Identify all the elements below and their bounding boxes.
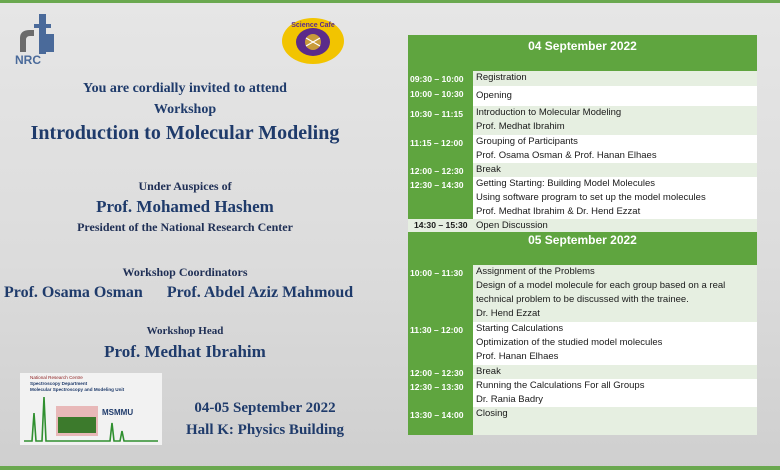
coordinator-name: Prof. Osama Osman [4, 284, 143, 301]
top-border [0, 0, 780, 3]
head-name: Prof. Medhat Ibrahim [104, 342, 266, 361]
table-row [408, 265, 757, 322]
session-text: Optimization of the studied model molecules [476, 337, 663, 348]
workshop-dates: 04-05 September 2022 [194, 400, 336, 416]
session-text: Break [476, 164, 501, 175]
session-time: 10:00 – 11:30 [408, 265, 473, 322]
table-row [408, 86, 757, 106]
day2-header: 05 September 2022 [408, 232, 757, 265]
bottom-border [0, 466, 780, 470]
session-text: Prof. Hanan Elhaes [476, 351, 559, 362]
session-text: Using software program to set up the model molecules [476, 192, 706, 203]
auspices-role: President of the National Research Center [77, 220, 293, 234]
session-time: 12:30 – 14:30 [408, 177, 473, 219]
session-time: 12:00 – 12:30 [408, 365, 473, 379]
session-text: Break [476, 366, 501, 377]
session-text: Introduction to Molecular Modeling [476, 107, 622, 118]
invitation-text: You are cordially invited to attend [83, 81, 287, 96]
session-text: Dr. Hend Ezzat [476, 308, 540, 319]
session-time: 12:00 – 12:30 [408, 163, 473, 177]
session-text: Design of a model molecule for each group based on a real [476, 280, 726, 291]
session-time: 12:30 – 13:30 [408, 379, 473, 407]
workshop-title: Introduction to Molecular Modeling [30, 122, 340, 144]
table-row [408, 407, 757, 435]
table-row [408, 177, 757, 219]
auspices-label: Under Auspices of [138, 179, 232, 193]
head-label: Workshop Head [146, 325, 224, 337]
table-row [408, 379, 757, 407]
coordinators [4, 284, 373, 302]
table-row [408, 322, 757, 365]
session-text: Prof. Medhat Ibrahim [476, 121, 565, 132]
session-text: Getting Starting: Building Model Molecules [476, 178, 656, 189]
session-text: Prof. Medhat Ibrahim & Dr. Hend Ezzat [476, 206, 641, 217]
table-row [408, 135, 757, 163]
svg-text:Molecular Spectroscopy and Mod: Molecular Spectroscopy and Modeling Unit [30, 387, 125, 392]
science-cafe-logo [280, 16, 346, 66]
session-text: Open Discussion [476, 220, 548, 231]
session-text: Running the Calculations For all Groups [476, 380, 645, 391]
table-row [408, 71, 757, 86]
auspices-name: Prof. Mohamed Hashem [96, 197, 274, 216]
nrc-logo [12, 12, 60, 66]
session-text: Grouping of Participants [476, 136, 578, 147]
session-time: 10:30 – 11:15 [408, 106, 473, 135]
session-time: 13:30 – 14:00 [408, 407, 473, 435]
workshop-venue: Hall K: Physics Building [186, 422, 344, 438]
coordinator-name: Prof. Abdel Aziz Mahmoud [166, 284, 354, 301]
session-time: 14:30 – 15:30 [414, 220, 468, 230]
session-time: 11:15 – 12:00 [408, 135, 473, 163]
session-text: technical problem to be discussed with the trainee. [476, 294, 689, 305]
svg-text:NRC: NRC [15, 53, 41, 66]
table-row [408, 365, 757, 379]
table-row [408, 163, 757, 177]
svg-text:National Research Centre: National Research Centre [30, 375, 83, 380]
day1-header: 04 September 2022 [408, 35, 757, 71]
svg-text:Science Cafe: Science Cafe [291, 22, 335, 29]
svg-text:Spectroscopy Department: Spectroscopy Department [30, 381, 88, 386]
workshop-label: Workshop [153, 102, 217, 117]
msmmu-logo [20, 373, 162, 445]
svg-text:MSMMU: MSMMU [102, 408, 134, 417]
schedule-table [408, 35, 757, 435]
coordinators-label: Workshop Coordinators [122, 265, 248, 279]
session-text: Assignment of the Problems [476, 266, 595, 277]
session-text: Registration [476, 72, 527, 83]
session-text: Dr. Rania Badry [476, 394, 544, 405]
session-time: 11:30 – 12:00 [408, 322, 473, 365]
table-row [408, 219, 757, 232]
session-time: 10:00 – 10:30 [408, 86, 473, 106]
session-text: Prof. Osama Osman & Prof. Hanan Elhaes [476, 150, 657, 161]
session-time: 09:30 – 10:00 [408, 71, 473, 86]
session-text: Opening [476, 90, 512, 101]
table-row [408, 106, 757, 135]
session-text: Closing [476, 408, 508, 419]
session-text: Starting Calculations [476, 323, 564, 334]
